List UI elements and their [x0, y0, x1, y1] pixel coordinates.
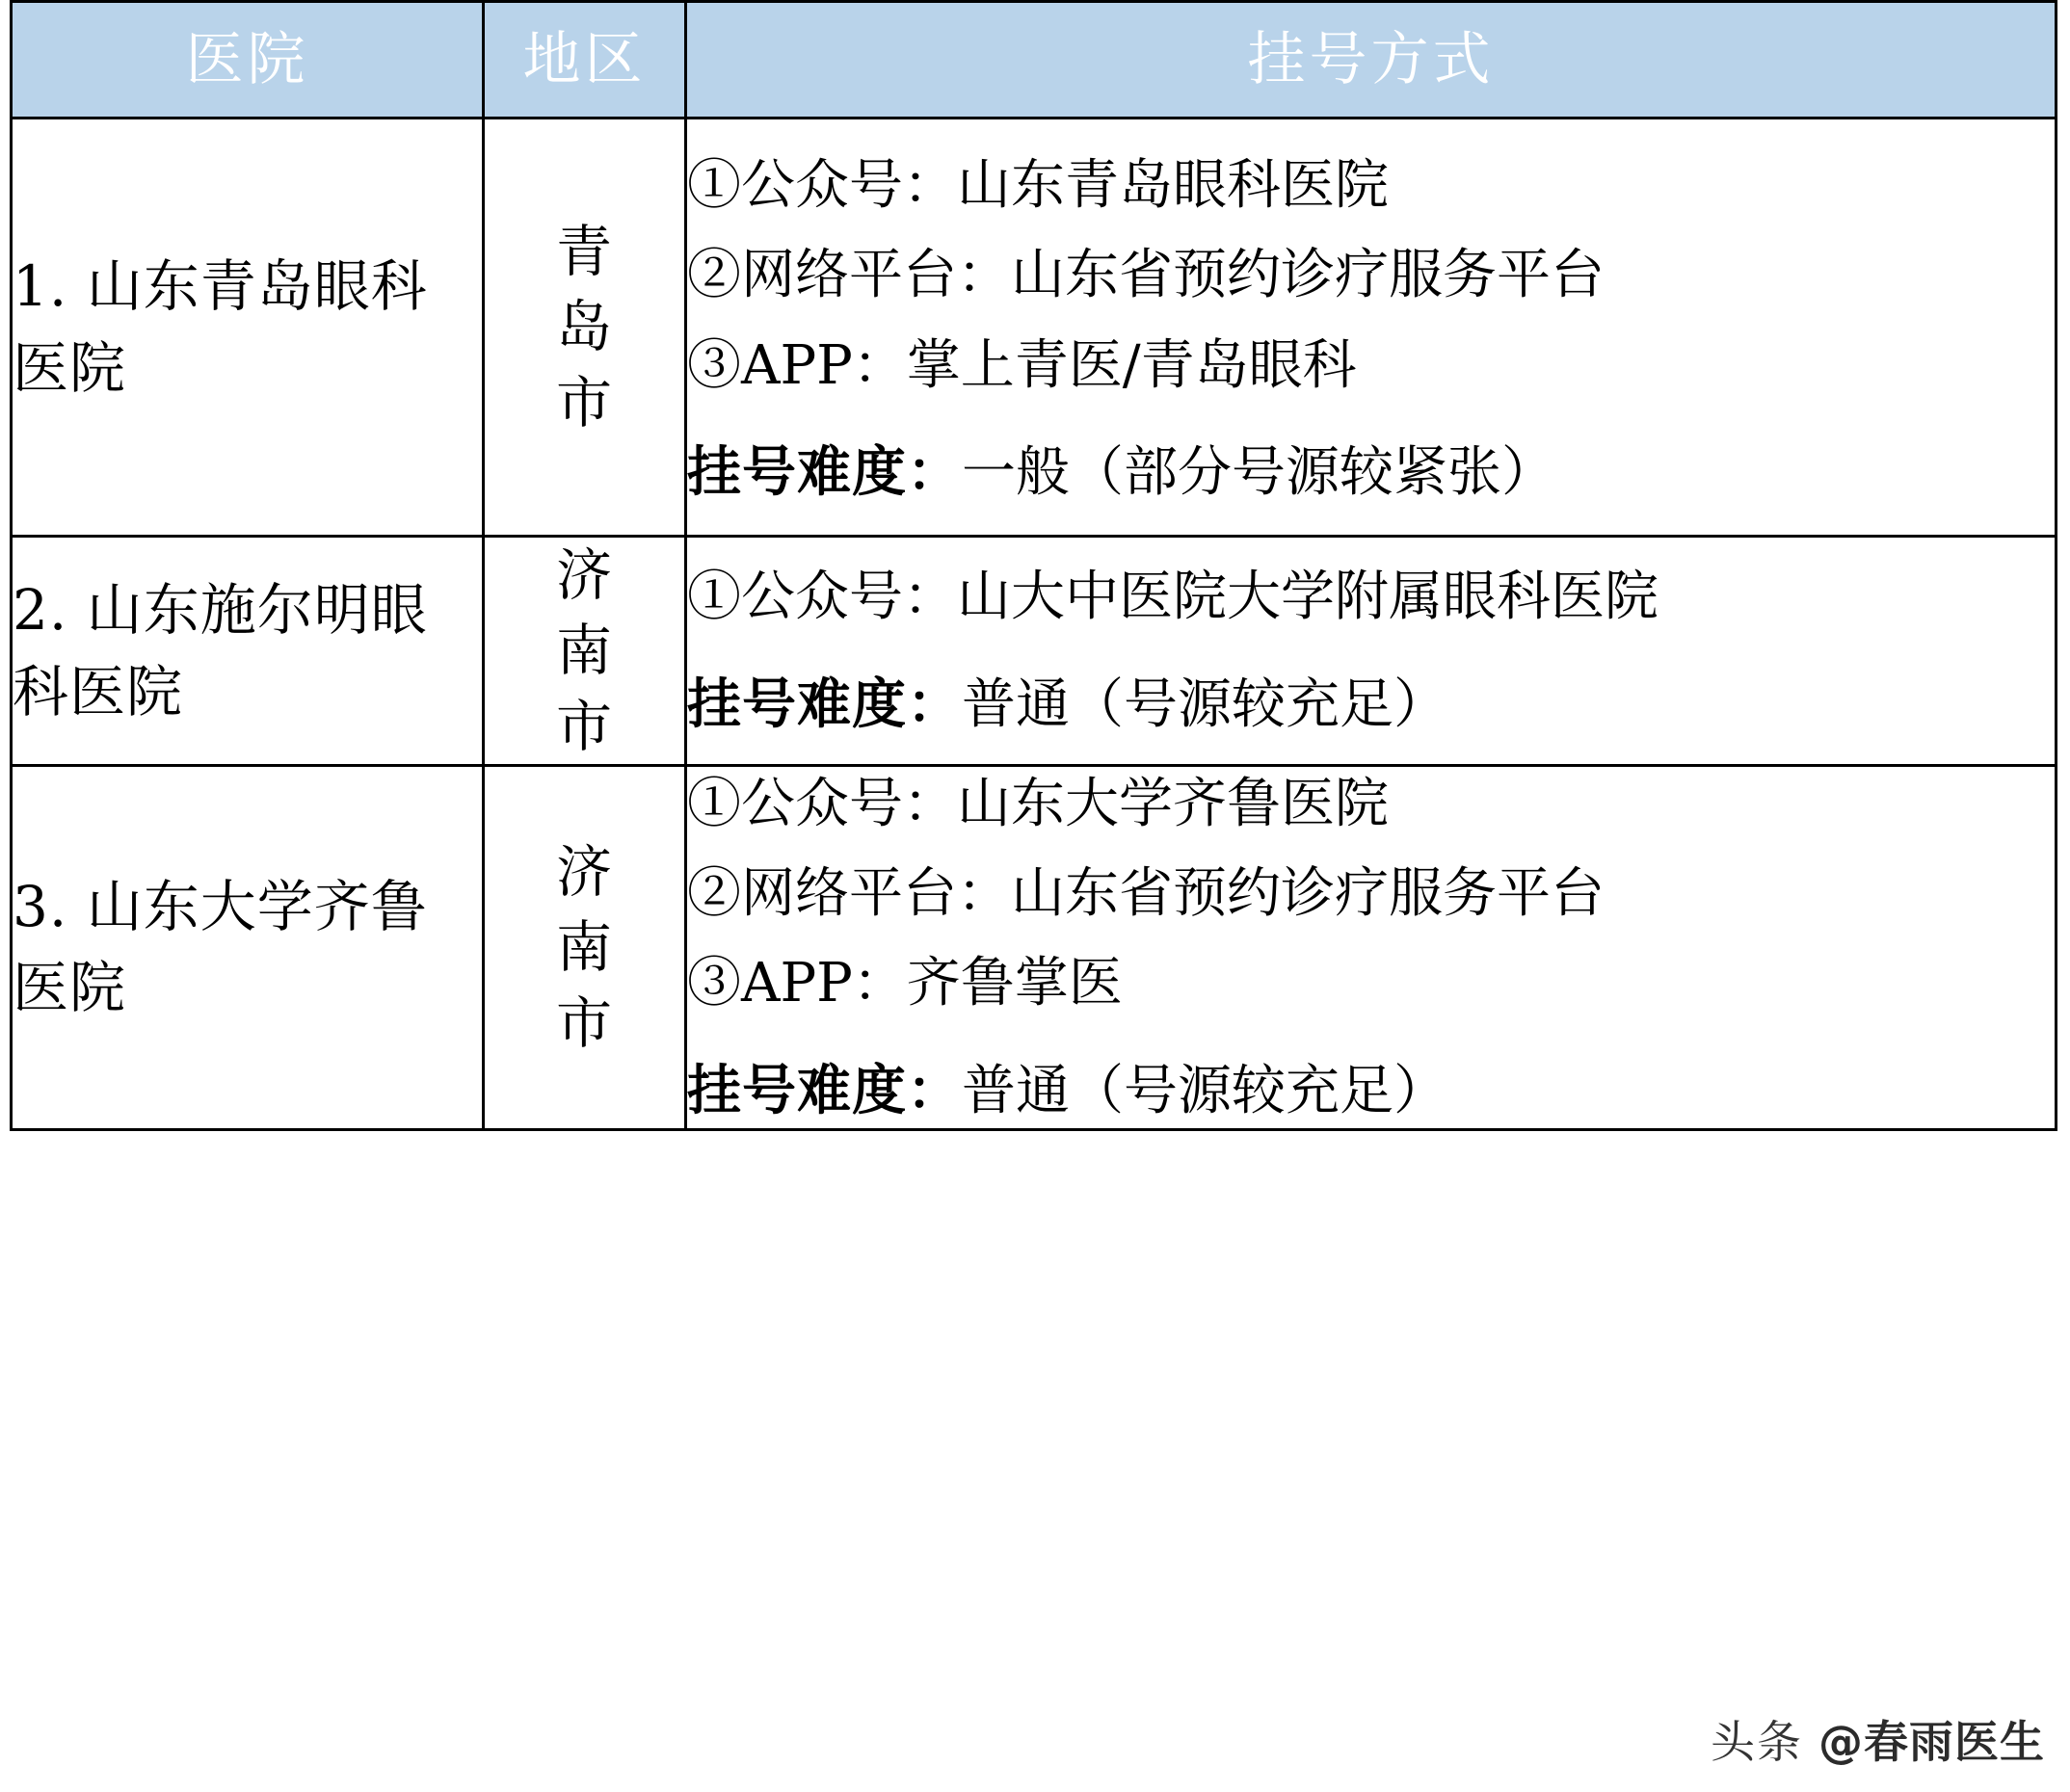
table-header: [12, 2, 2057, 119]
difficulty-value: 普通（号源较充足）: [962, 672, 1447, 736]
region-text: 济南市: [555, 839, 613, 1056]
method-line-1: ①公众号：山大中医院大学附属眼科医院: [687, 566, 1659, 629]
method-line-3: ③APP：齐鲁掌医: [687, 952, 1123, 1015]
difficulty-value: 一般（部分号源较紧张）: [962, 440, 1555, 504]
table-row: [12, 765, 2057, 1129]
cell-registration-method: [686, 119, 2057, 537]
hospital-registration-table: [10, 0, 2057, 1131]
cell-region: [484, 537, 686, 766]
table-row: [12, 119, 2057, 537]
region-text: 济南市: [555, 542, 613, 759]
difficulty-label: 挂号难度：: [687, 439, 962, 504]
watermark-handle: @春雨医生: [1818, 1716, 2045, 1768]
header-row: [12, 2, 2057, 119]
cell-region: [484, 119, 686, 537]
cell-registration-method: [686, 765, 2057, 1129]
watermark: [1711, 1707, 2045, 1771]
cell-hospital-name: 1. 山东青岛眼科医院: [12, 119, 484, 537]
method-line-2: ②网络平台：山东省预约诊疗服务平台: [687, 862, 1605, 926]
difficulty-value: 普通（号源较充足）: [962, 1059, 1447, 1122]
column-header-method: 挂号方式: [686, 2, 2057, 119]
difficulty-line: [687, 1054, 2055, 1128]
cell-registration-method: [686, 537, 2057, 766]
table-body: [12, 119, 2057, 1130]
cell-hospital-name: 3. 山东大学齐鲁医院: [12, 765, 484, 1129]
column-header-region: 地区: [484, 2, 686, 119]
cell-hospital-name: 2. 山东施尔明眼科医院: [12, 537, 484, 766]
watermark-brand: 头条: [1711, 1716, 1803, 1768]
difficulty-line: [687, 435, 2055, 510]
table-row: [12, 537, 2057, 766]
difficulty-label: 挂号难度：: [687, 1058, 962, 1122]
cell-region: [484, 765, 686, 1129]
difficulty-label: 挂号难度：: [687, 672, 962, 736]
difficulty-line: [687, 668, 2055, 742]
method-line-2: ②网络平台：山东省预约诊疗服务平台: [687, 244, 1605, 307]
method-line-1: ①公众号：山东大学齐鲁医院: [687, 772, 1389, 835]
method-line-1: ①公众号：山东青岛眼科医院: [687, 154, 1389, 217]
method-line-3: ③APP：掌上青医/青岛眼科: [687, 333, 1357, 397]
column-header-hospital: 医院: [12, 2, 484, 119]
region-text: 青岛市: [555, 219, 613, 435]
